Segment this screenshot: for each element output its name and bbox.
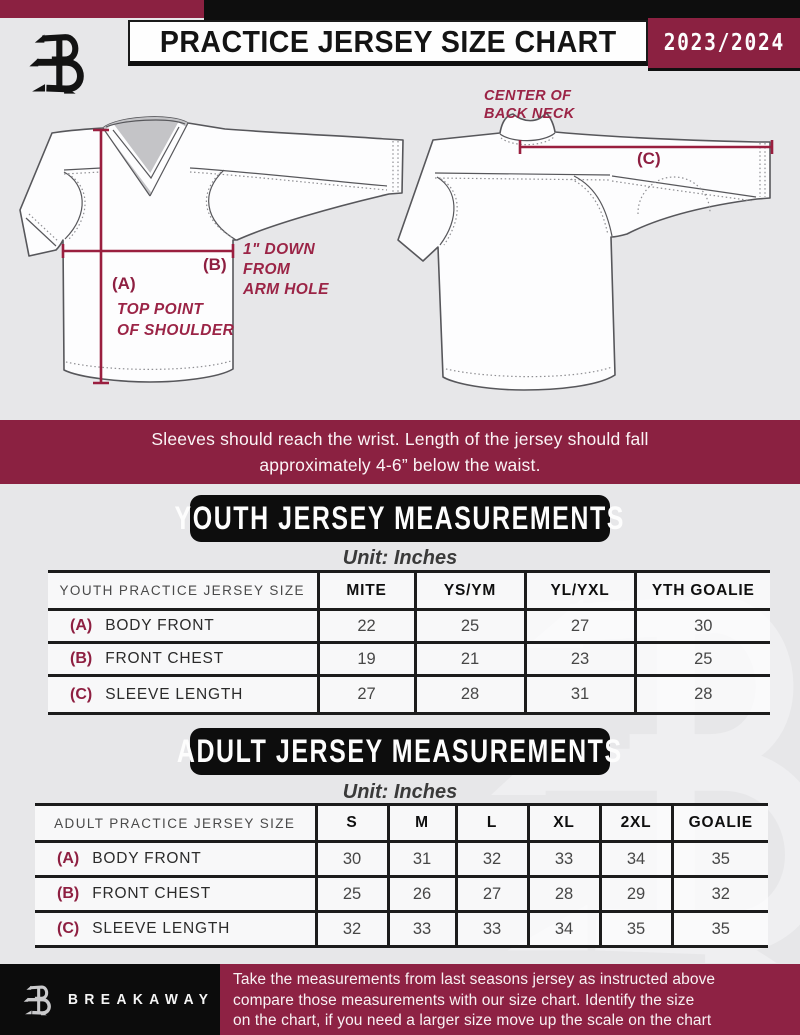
season-label: 2023/2024 <box>663 30 785 56</box>
b-tag: (B) <box>203 255 227 274</box>
cell-value: 26 <box>388 877 456 912</box>
adult-header-m: M <box>388 805 456 842</box>
youth-header-ylyxl: YL/YXL <box>525 572 635 610</box>
adult-header-goalie: GOALIE <box>672 805 768 842</box>
footer-note-line1: Take the measurements from last seasons jersey as instructed above <box>233 971 716 988</box>
c-tag: (C) <box>637 149 661 168</box>
center-of-back-neck-label <box>484 88 575 123</box>
b-note-line2: FROM <box>243 261 291 278</box>
notice-line1: Sleeves should reach the wrist. Length of the jersey should fall <box>151 429 649 449</box>
row-tag: (B) <box>57 885 80 902</box>
adult-unit-label: Unit: Inches <box>342 781 458 803</box>
b-note-line1: 1" DOWN <box>243 241 316 258</box>
a-note-line2: OF SHOULDER <box>117 322 235 339</box>
notice-line2: approximately 4-6” below the waist. <box>259 455 541 475</box>
cell-value: 19 <box>318 643 415 676</box>
youth-section-banner <box>174 495 626 542</box>
table-row <box>35 877 768 912</box>
adult-header-size: ADULT PRACTICE JERSEY SIZE <box>54 815 296 831</box>
adult-header-l: L <box>456 805 528 842</box>
cell-value: 25 <box>415 610 525 643</box>
cell-value: 23 <box>525 643 635 676</box>
c-note-line2: BACK NECK <box>484 105 575 122</box>
youth-header-ysym: YS/YM <box>415 572 525 610</box>
b-note-line3: ARM HOLE <box>243 281 329 298</box>
cell-value: 33 <box>528 842 600 877</box>
youth-header-mite: MITE <box>318 572 415 610</box>
adult-section-banner <box>177 728 623 775</box>
youth-row-b-label <box>48 643 318 676</box>
cell-value: 33 <box>388 912 456 947</box>
cell-value: 28 <box>528 877 600 912</box>
a-note <box>117 299 234 341</box>
cell-value: 31 <box>388 842 456 877</box>
cell-value: 28 <box>415 676 525 714</box>
cell-value: 22 <box>318 610 415 643</box>
youth-size-table <box>48 570 770 715</box>
cell-value: 32 <box>316 912 388 947</box>
table-row <box>35 842 768 877</box>
adult-header-row <box>35 805 768 842</box>
youth-header-goalie: YTH GOALIE <box>635 572 770 610</box>
cell-value: 27 <box>318 676 415 714</box>
footer-brand-name: BREAKAWAY <box>68 991 215 1008</box>
table-row <box>48 643 770 676</box>
youth-row-a-label <box>48 610 318 643</box>
cell-value: 35 <box>672 842 768 877</box>
cell-value: 30 <box>316 842 388 877</box>
cell-value: 27 <box>456 877 528 912</box>
notice-banner <box>0 420 800 484</box>
cell-value: 25 <box>316 877 388 912</box>
youth-header-row <box>48 572 770 610</box>
cell-value: 32 <box>456 842 528 877</box>
adult-size-table <box>35 803 768 948</box>
youth-unit-label: Unit: Inches <box>342 547 458 569</box>
footer-note-line3: on the chart, if you need a larger size move up the scale on the chart <box>233 1012 712 1029</box>
row-label: FRONT CHEST <box>92 885 211 902</box>
youth-row-c-label <box>48 676 318 714</box>
cell-value: 21 <box>415 643 525 676</box>
adult-header-2xl: 2XL <box>600 805 672 842</box>
a-note-line1: TOP POINT <box>117 301 204 318</box>
front-jersey-drawing <box>20 117 403 382</box>
cell-value: 32 <box>672 877 768 912</box>
row-tag: (A) <box>70 617 93 634</box>
row-label: BODY FRONT <box>92 850 202 867</box>
row-tag: (A) <box>57 850 80 867</box>
cell-value: 31 <box>525 676 635 714</box>
page-title: PRACTICE JERSEY SIZE CHART <box>159 23 617 59</box>
cell-value: 27 <box>525 610 635 643</box>
youth-header-size: YOUTH PRACTICE JERSEY SIZE <box>59 583 305 598</box>
adult-section-title: ADULT JERSEY MEASUREMENTS <box>177 733 623 769</box>
cell-value: 35 <box>672 912 768 947</box>
table-row <box>35 912 768 947</box>
row-label: FRONT CHEST <box>105 650 224 667</box>
back-jersey-drawing <box>398 113 770 390</box>
adult-row-c-label <box>35 912 316 947</box>
table-row <box>48 610 770 643</box>
row-label: SLEEVE LENGTH <box>92 920 231 937</box>
row-label: SLEEVE LENGTH <box>105 685 244 703</box>
cell-value: 33 <box>456 912 528 947</box>
footer-note-line2: compare those measurements with our size chart. Identify the size <box>233 991 695 1009</box>
c-note-line1: CENTER OF <box>484 88 572 104</box>
footer-brand-block <box>0 964 220 1035</box>
row-tag: (C) <box>70 685 93 703</box>
cell-value: 35 <box>600 912 672 947</box>
adult-row-a-label <box>35 842 316 877</box>
footer-instructions <box>220 964 800 1035</box>
cell-value: 34 <box>600 842 672 877</box>
cell-value: 25 <box>635 643 770 676</box>
adult-header-s: S <box>316 805 388 842</box>
adult-row-b-label <box>35 877 316 912</box>
row-tag: (B) <box>70 650 93 667</box>
jersey-diagrams <box>0 0 800 420</box>
adult-header-xl: XL <box>528 805 600 842</box>
row-tag: (C) <box>57 920 80 937</box>
breakaway-logo-footer <box>22 981 56 1019</box>
row-label: BODY FRONT <box>105 617 215 634</box>
youth-section-title: YOUTH JERSEY MEASUREMENTS <box>174 500 626 536</box>
cell-value: 28 <box>635 676 770 714</box>
b-note <box>243 240 329 300</box>
a-tag: (A) <box>112 274 136 293</box>
table-row <box>48 676 770 714</box>
cell-value: 30 <box>635 610 770 643</box>
cell-value: 34 <box>528 912 600 947</box>
cell-value: 29 <box>600 877 672 912</box>
